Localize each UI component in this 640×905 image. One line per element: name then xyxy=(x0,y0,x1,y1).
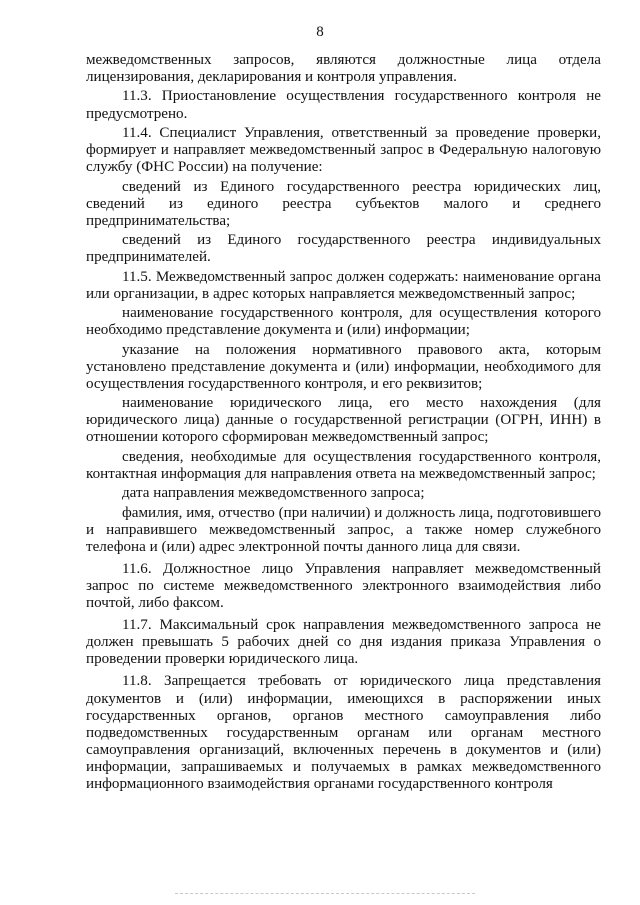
paragraph-11-7: 11.7. Максимальный срок направления межведомственного запроса не должен превышать 5 рабочих дней со дня издания приказа Управления о проведении проверки юридического лица. xyxy=(86,617,601,668)
list-item-legal-entity: наименование юридического лица, его место нахождения (для юридического лица) данные о государственной регистрации (ОГРН, ИНН) в отношении которого сформирован межведомственный запрос; xyxy=(86,395,601,446)
paragraph-11-5: 11.5. Межведомственный запрос должен содержать: наименование органа или организации, в адрес которых направляется межведомственный запрос; xyxy=(86,268,601,302)
list-item-egrip: сведений из Единого государственного реестра индивидуальных предпринимателей. xyxy=(86,232,601,266)
list-item-egrul: сведений из Единого государственного реестра юридических лиц, сведений из единого реестра субъектов малого и среднего предпринимательства; xyxy=(86,178,601,229)
paragraph-11-3: 11.3. Приостановление осуществления государственного контроля не предусмотрено. xyxy=(86,88,601,122)
scan-edge-divider xyxy=(175,893,475,895)
paragraph-continuation: межведомственных запросов, являются должностные лица отдела лицензирования, декларирования и контроля управления. xyxy=(86,52,601,86)
paragraph-11-8: 11.8. Запрещается требовать от юридического лица представления документов и (или) информации, имеющихся в распоряжении иных государственных органов, органов местного самоуправления либо подведомственных государственным органам или органам местного самоуправления организаций, включенных перечень в документов и (или) информации, запрашиваемых и получаемых в рамках межведомственного информационного взаимодействия органами государственного контроля xyxy=(86,673,601,793)
list-item-responsible-person: фамилия, имя, отчество (при наличии) и должность лица, подготовившего и направившего межведомственный запрос, а также номер служебного телефона и (или) адрес электронной почты данного лица для связи. xyxy=(86,504,601,555)
list-item-control-name: наименование государственного контроля, для осуществления которого необходимо представление документа и (или) информации; xyxy=(86,305,601,339)
list-item-request-date: дата направления межведомственного запроса; xyxy=(122,485,425,502)
body-text xyxy=(86,52,601,795)
list-item-legal-act: указание на положения нормативного правового акта, которым установлено представление документа и (или) информации, необходимого для осуществления государственного контроля, и его реквизитов; xyxy=(86,341,601,392)
list-item-contact-info: сведения, необходимые для осуществления государственного контроля, контактная информация для направления ответа на межведомственный запрос; xyxy=(86,448,601,482)
paragraph-11-4: 11.4. Специалист Управления, ответственный за проведение проверки, формирует и направляет межведомственный запрос в Федеральную налоговую службу (ФНС России) на получение: xyxy=(86,124,601,176)
page-number: 8 xyxy=(316,24,324,40)
paragraph-11-6: 11.6. Должностное лицо Управления направляет межведомственный запрос по системе межведомственного электронного взаимодействия либо почтой, либо факсом. xyxy=(86,560,601,612)
